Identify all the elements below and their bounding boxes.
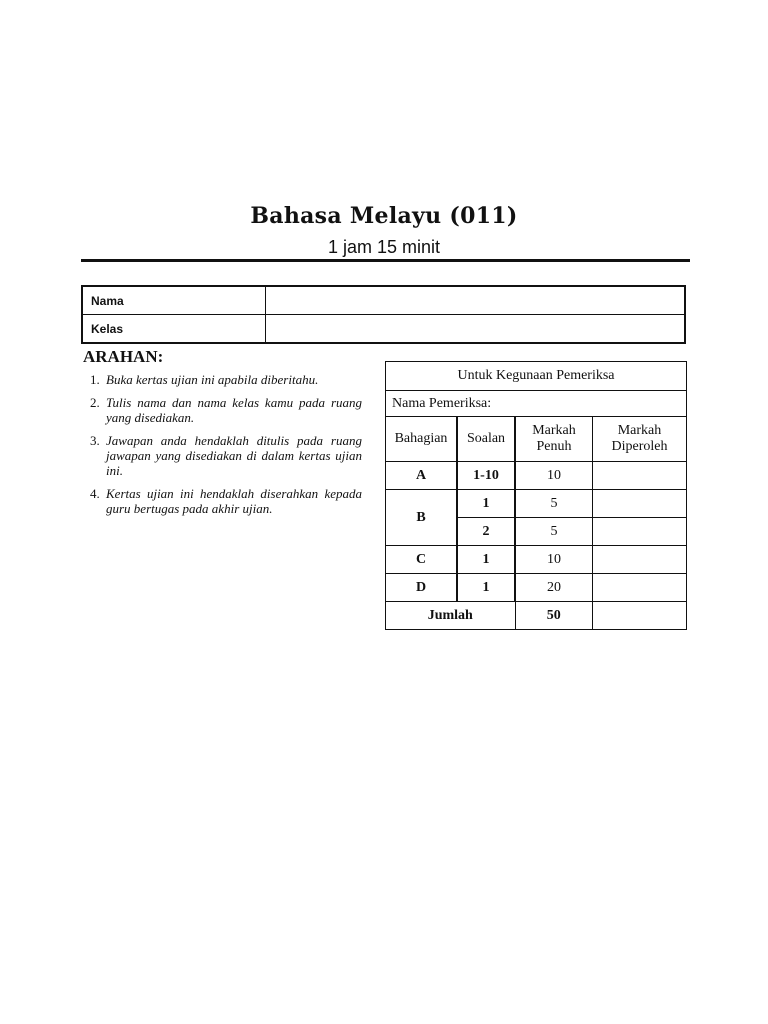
instruction-item xyxy=(90,486,362,516)
instruction-number: 3. xyxy=(90,433,100,448)
name-field[interactable] xyxy=(266,286,686,315)
table-row xyxy=(386,490,687,518)
instruction-item xyxy=(90,395,362,425)
marks-obtained-cell[interactable] xyxy=(593,574,687,602)
instructions-heading: ARAHAN: xyxy=(83,347,164,366)
header-divider xyxy=(81,259,690,262)
total-row xyxy=(386,602,687,630)
class-label: Kelas xyxy=(82,315,266,344)
instruction-number: 1. xyxy=(90,372,100,387)
marks-obtained-cell[interactable] xyxy=(593,546,687,574)
marks-obtained-cell[interactable] xyxy=(593,462,687,490)
col-header-question: Soalan xyxy=(457,417,515,462)
table-row xyxy=(386,462,687,490)
candidate-info-box xyxy=(81,285,686,344)
candidate-name-row xyxy=(82,286,685,315)
instruction-text: Buka kertas ujian ini apabila diberitahu. xyxy=(106,372,319,387)
section-cell: D xyxy=(386,574,458,602)
question-cell: 1-10 xyxy=(457,462,515,490)
paper-duration: 1 jam 15 minit xyxy=(327,237,441,257)
full-marks-cell: 10 xyxy=(515,462,593,490)
total-full-marks: 50 xyxy=(515,602,593,630)
question-cell: 1 xyxy=(457,574,515,602)
question-cell: 1 xyxy=(457,546,515,574)
instructions-list xyxy=(90,372,362,524)
col-header-marks-obtained: Markah Diperoleh xyxy=(593,417,687,462)
full-marks-cell: 10 xyxy=(515,546,593,574)
section-cell: A xyxy=(386,462,458,490)
question-cell: 1 xyxy=(457,490,515,518)
table-row xyxy=(386,574,687,602)
section-cell: C xyxy=(386,546,458,574)
instruction-item xyxy=(90,433,362,478)
col-header-full-marks: Markah Penuh xyxy=(515,417,593,462)
instruction-text: Jawapan anda hendaklah ditulis pada ruang jawapan yang disediakan di dalam kertas ujian ini. xyxy=(106,433,362,478)
marks-obtained-cell[interactable] xyxy=(593,490,687,518)
full-marks-cell: 5 xyxy=(515,518,593,546)
instruction-item xyxy=(90,372,362,387)
examiner-table-title: Untuk Kegunaan Pemeriksa xyxy=(386,362,687,391)
full-marks-cell: 5 xyxy=(515,490,593,518)
instruction-text: Kertas ujian ini hendaklah diserahkan kepada guru bertugas pada akhir ujian. xyxy=(106,486,362,516)
name-label: Nama xyxy=(82,286,266,315)
paper-title: Bahasa Melayu (011) xyxy=(250,203,518,229)
instruction-number: 2. xyxy=(90,395,100,410)
instruction-text: Tulis nama dan nama kelas kamu pada ruang yang disediakan. xyxy=(106,395,362,425)
section-cell: B xyxy=(386,490,458,546)
class-field[interactable] xyxy=(266,315,686,344)
full-marks-cell: 20 xyxy=(515,574,593,602)
total-label: Jumlah xyxy=(386,602,516,630)
examiner-name-field[interactable]: Nama Pemeriksa: xyxy=(386,391,687,417)
total-marks-obtained[interactable] xyxy=(593,602,687,630)
question-cell: 2 xyxy=(457,518,515,546)
instruction-number: 4. xyxy=(90,486,100,501)
marks-obtained-cell[interactable] xyxy=(593,518,687,546)
candidate-class-row xyxy=(82,315,685,344)
table-row xyxy=(386,546,687,574)
examiner-table xyxy=(385,361,687,630)
col-header-section: Bahagian xyxy=(386,417,458,462)
